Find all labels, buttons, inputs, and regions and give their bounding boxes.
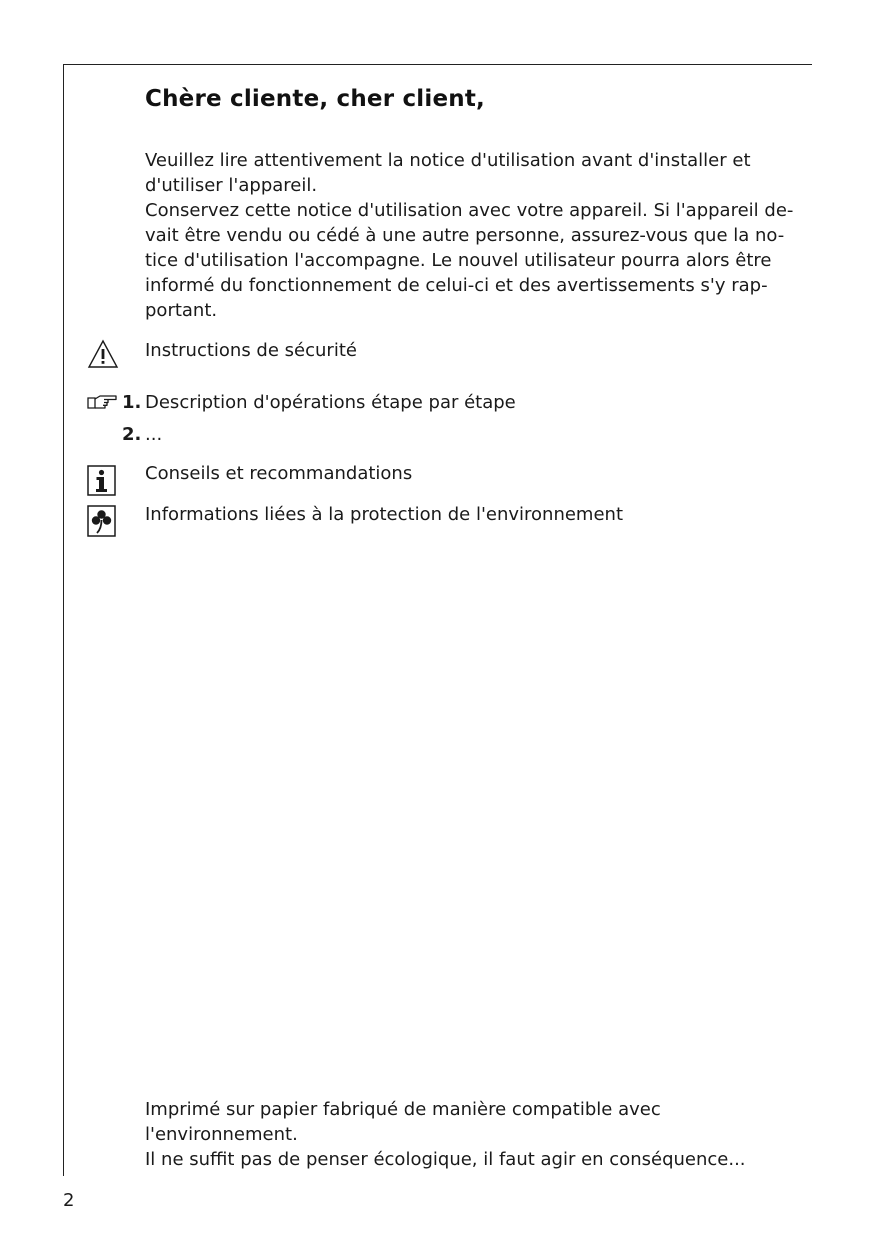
step-number: 1.: [122, 392, 142, 413]
warning-triangle-icon: [87, 339, 119, 369]
footer-line: Il ne suffit pas de penser écologique, il faut agir en conséquence...: [145, 1149, 746, 1170]
footer-line: l'environnement.: [145, 1124, 298, 1145]
page-title: Chère cliente, cher client,: [145, 86, 485, 112]
intro-line: Veuillez lire attentivement la notice d'utilisation avant d'installer et: [145, 150, 751, 171]
intro-line: d'utiliser l'appareil.: [145, 175, 318, 196]
intro-line: informé du fonctionnement de celui-ci et des avertissements s'y rap-: [145, 275, 768, 296]
intro-line: tice d'utilisation l'accompagne. Le nouvel utilisateur pourra alors être: [145, 250, 772, 271]
step-text: ...: [145, 424, 163, 445]
frame-top-rule: [63, 64, 812, 65]
intro-line: vait être vendu ou cédé à une autre personne, assurez-vous que la no-: [145, 225, 785, 246]
intro-paragraph: [145, 148, 795, 323]
shamrock-icon: [87, 505, 116, 537]
info-icon: [87, 465, 116, 496]
footer-note: [145, 1097, 795, 1172]
intro-line: Conservez cette notice d'utilisation avec votre appareil. Si l'appareil de-: [145, 200, 794, 221]
tips-legend-text: Conseils et recommandations: [145, 463, 413, 484]
environment-legend-text: Informations liées à la protection de l'environnement: [145, 504, 624, 525]
intro-line: portant.: [145, 300, 218, 321]
footer-line: Imprimé sur papier fabriqué de manière compatible avec: [145, 1099, 661, 1120]
step-number: 2.: [122, 424, 142, 445]
frame-left-rule: [63, 64, 64, 1176]
pointing-hand-icon: [86, 393, 118, 411]
step-text: Description d'opérations étape par étape: [145, 392, 516, 413]
safety-legend-text: Instructions de sécurité: [145, 340, 357, 361]
page-number: 2: [63, 1190, 75, 1211]
